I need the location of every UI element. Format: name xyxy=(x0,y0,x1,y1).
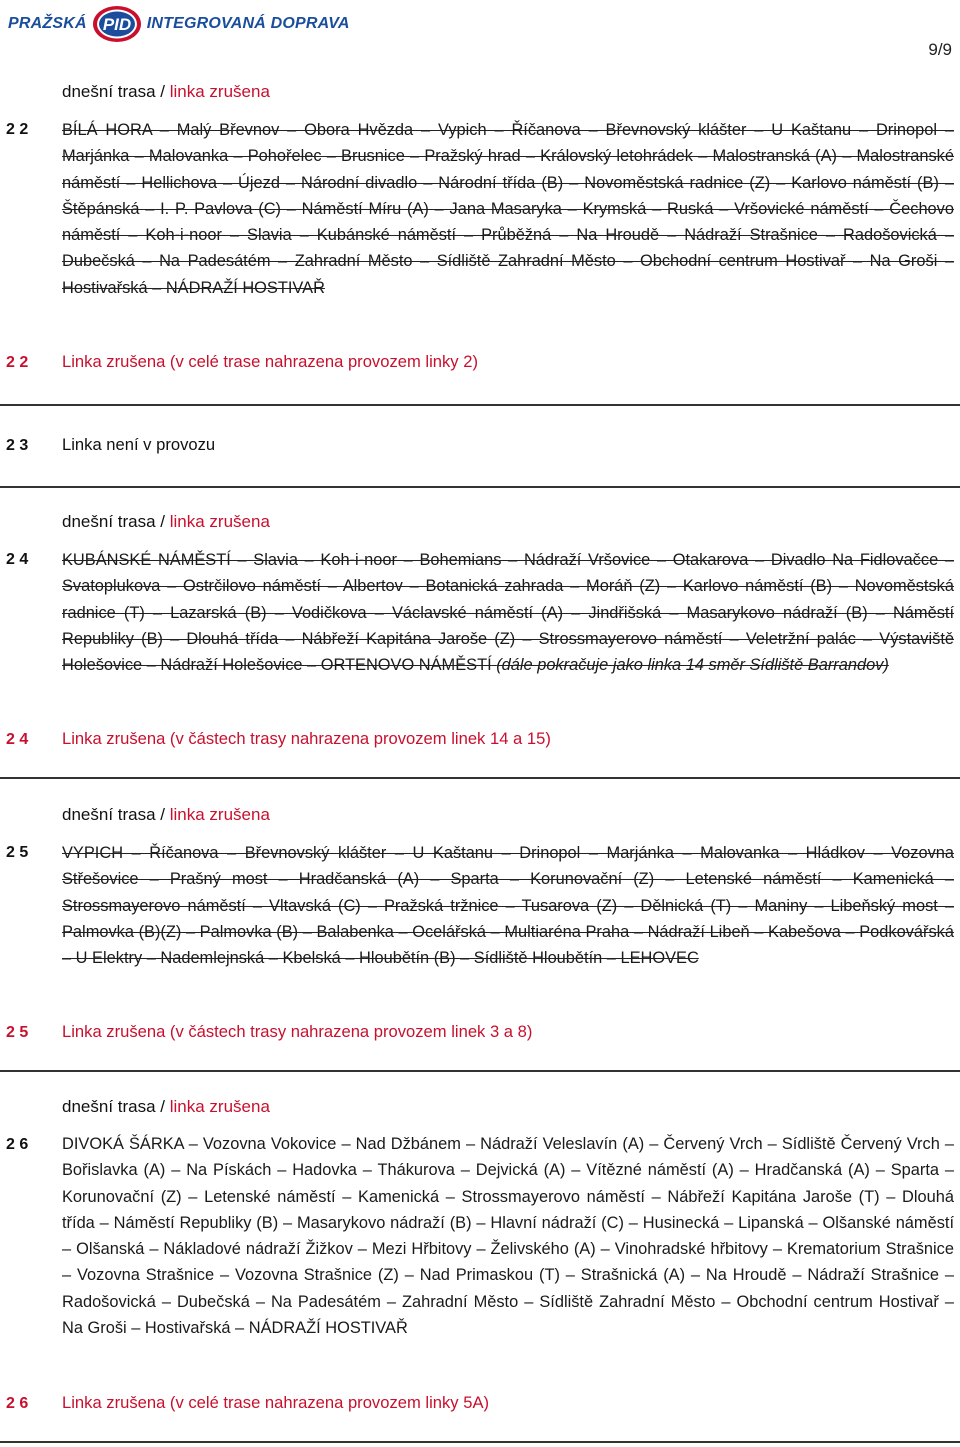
route-22: BÍLÁ HORA – Malý Břevnov – Obora Hvězda – Vypich – Říčanova – Břevnovský klášter – U Kaštanu – Drinopol – Marjánka – Malovanka – Pohořelec – Brusnice – Pražský hrad – Královský letohrádek – Malostranská (A) – Malostranské náměstí – Hellichova – Újezd – Národní divadlo – Národní třída (B) – Novoměstská radnice (Z) – Karlovo náměstí (B) – Štěpánská – I. P. Pavlova (C) – Náměstí Míru (A) – Jana Masaryka – Krymská – Ruská – Vršovické náměstí – Čechovo náměstí – Koh-i-noor – Slavia – Kubánské náměstí – Průběžná – Na Hroudě – Nádraží Strašnice – Radošovická – Dubečská – Na Padesátém – Zahradní Město – Sídliště Zahradní Město – Obchodní centrum Hostivař – Na Groši – Hostivařská – NÁDRAŽÍ HOSTIVAŘ xyxy=(62,121,954,297)
subheader-prefix: dnešní trasa / xyxy=(62,1097,170,1116)
line-number-23: 2 3 xyxy=(6,437,29,454)
route-24-stops: KUBÁNSKÉ NÁMĚSTÍ – Slavia – Koh-i-noor – Bohemians – Nádraží Vršovice – Otakarova – Divadlo Na Fidlovačce – Svatoplukova – Ostrčilovo náměstí – Albertov – Botanická zahrada – Moráň (Z) – Karlovo náměstí (B) – Novoměstská radnice (T) – Lazarská (B) – Vodičkova – Václavské náměstí (A) – Jindřišská – Masarykovo nádraží (B) – Náměstí Republiky (B) – Dlouhá třída – Nábřeží Kapitána Jaroše (Z) – Strossmayerovo náměstí – Veletržní palác – Výstaviště Holešovice – Nádraží Holešovice – ORTENOVO NÁMĚSTÍ xyxy=(62,551,954,675)
note-26: Linka zrušena (v celé trase nahrazena provozem linky 5A) xyxy=(62,1393,490,1412)
line-number-26: 2 6 xyxy=(6,1136,29,1153)
subheader-status: linka zrušena xyxy=(169,805,270,824)
route-24 xyxy=(62,547,954,678)
line-number-24: 2 4 xyxy=(6,551,29,568)
line-number-25: 2 5 xyxy=(6,844,29,861)
divider xyxy=(0,486,960,488)
page-number: 9/9 xyxy=(928,40,952,59)
subheader-prefix: dnešní trasa / xyxy=(62,82,170,101)
route-26: DIVOKÁ ŠÁRKA – Vozovna Vokovice – Nad Džbánem – Nádraží Veleslavín (A) – Červený Vrch – Sídliště Červený Vrch – Bořislavka (A) – Na Pískách – Hadovka – Thákurova – Dejvická (A) – Vítězné náměstí (A) – Hradčanská (A) – Sparta – Korunovační (Z) – Letenské náměstí – Kamenická – Strossmayerovo náměstí – Nábřeží Kapitána Jaroše (T) – Dlouhá třída – Náměstí Republiky (B) – Masarykovo nádraží (B) – Hlavní nádraží (C) – Husinecká – Lipanská – Olšanské náměstí – Olšanská – Nákladové nádraží Žižkov – Mezi Hřbitovy – Želivského (A) – Vinohradské hřbitovy – Krematorium Strašnice – Vozovna Strašnice – Vozovna Strašnice (Z) – Nad Primaskou (T) – Strašnická (A) – Na Hroudě – Nádraží Strašnice – Radošovická – Dubečská – Na Padesátém – Zahradní Město – Sídliště Zahradní Město – Obchodní centrum Hostivař – Na Groši – Hostivařská – NÁDRAŽÍ HOSTIVAŘ xyxy=(62,1135,954,1338)
note-25: Linka zrušena (v částech trasy nahrazena provozem linek 3 a 8) xyxy=(62,1022,533,1041)
pid-logo xyxy=(8,4,350,44)
route-24-continuation: (dále pokračuje jako linka 14 směr Sídliště Barrandov) xyxy=(496,656,889,675)
subheader-status: linka zrušena xyxy=(169,82,270,101)
note-line-number-24: 2 4 xyxy=(6,731,29,748)
subheader-25 xyxy=(62,805,270,825)
subheader-26 xyxy=(62,1097,270,1117)
line-number-22: 2 2 xyxy=(6,121,29,138)
subheader-24 xyxy=(62,512,270,532)
pid-logo-mark-icon xyxy=(91,4,143,44)
page-header xyxy=(0,0,960,59)
note-24: Linka zrušena (v částech trasy nahrazena provozem linek 14 a 15) xyxy=(62,729,551,748)
note-22: Linka zrušena (v celé trase nahrazena provozem linky 2) xyxy=(62,352,478,371)
logo-text-left: PRAŽSKÁ xyxy=(8,15,87,32)
note-line-number-26: 2 6 xyxy=(6,1395,29,1412)
line-status-23: Linka není v provozu xyxy=(62,435,216,454)
note-line-number-22: 2 2 xyxy=(6,354,29,371)
subheader-prefix: dnešní trasa / xyxy=(62,805,170,824)
note-line-number-25: 2 5 xyxy=(6,1024,29,1041)
subheader-status: linka zrušena xyxy=(169,512,270,531)
subheader-22 xyxy=(62,82,270,102)
divider xyxy=(0,1070,960,1072)
divider xyxy=(0,1441,960,1443)
logo-text-right: INTEGROVANÁ DOPRAVA xyxy=(146,15,350,32)
route-25: VYPICH – Říčanova – Břevnovský klášter – U Kaštanu – Drinopol – Marjánka – Malovanka – Hládkov – Vozovna Střešovice – Prašný most – Hradčanská (A) – Sparta – Korunovační (Z) – Letenské náměstí – Kamenická – Strossmayerovo náměstí – Vltavská (C) – Pražská tržnice – Tusarova (Z) – Dělnická (T) – Maniny – Libeňský most – Palmovka (B)(Z) – Palmovka (B) – Balabenka – Ocelářská – Multiaréna Praha – Nádraží Libeň – Kabešova – Podkovářská – U Elektry – Nademlejnská – Kbelská – Hloubětín (B) – Sídliště Hloubětín – LEHOVEC xyxy=(62,844,954,968)
divider xyxy=(0,404,960,406)
divider xyxy=(0,777,960,779)
logo-mark-text: PID xyxy=(102,15,131,34)
subheader-status: linka zrušena xyxy=(169,1097,270,1116)
subheader-prefix: dnešní trasa / xyxy=(62,512,170,531)
